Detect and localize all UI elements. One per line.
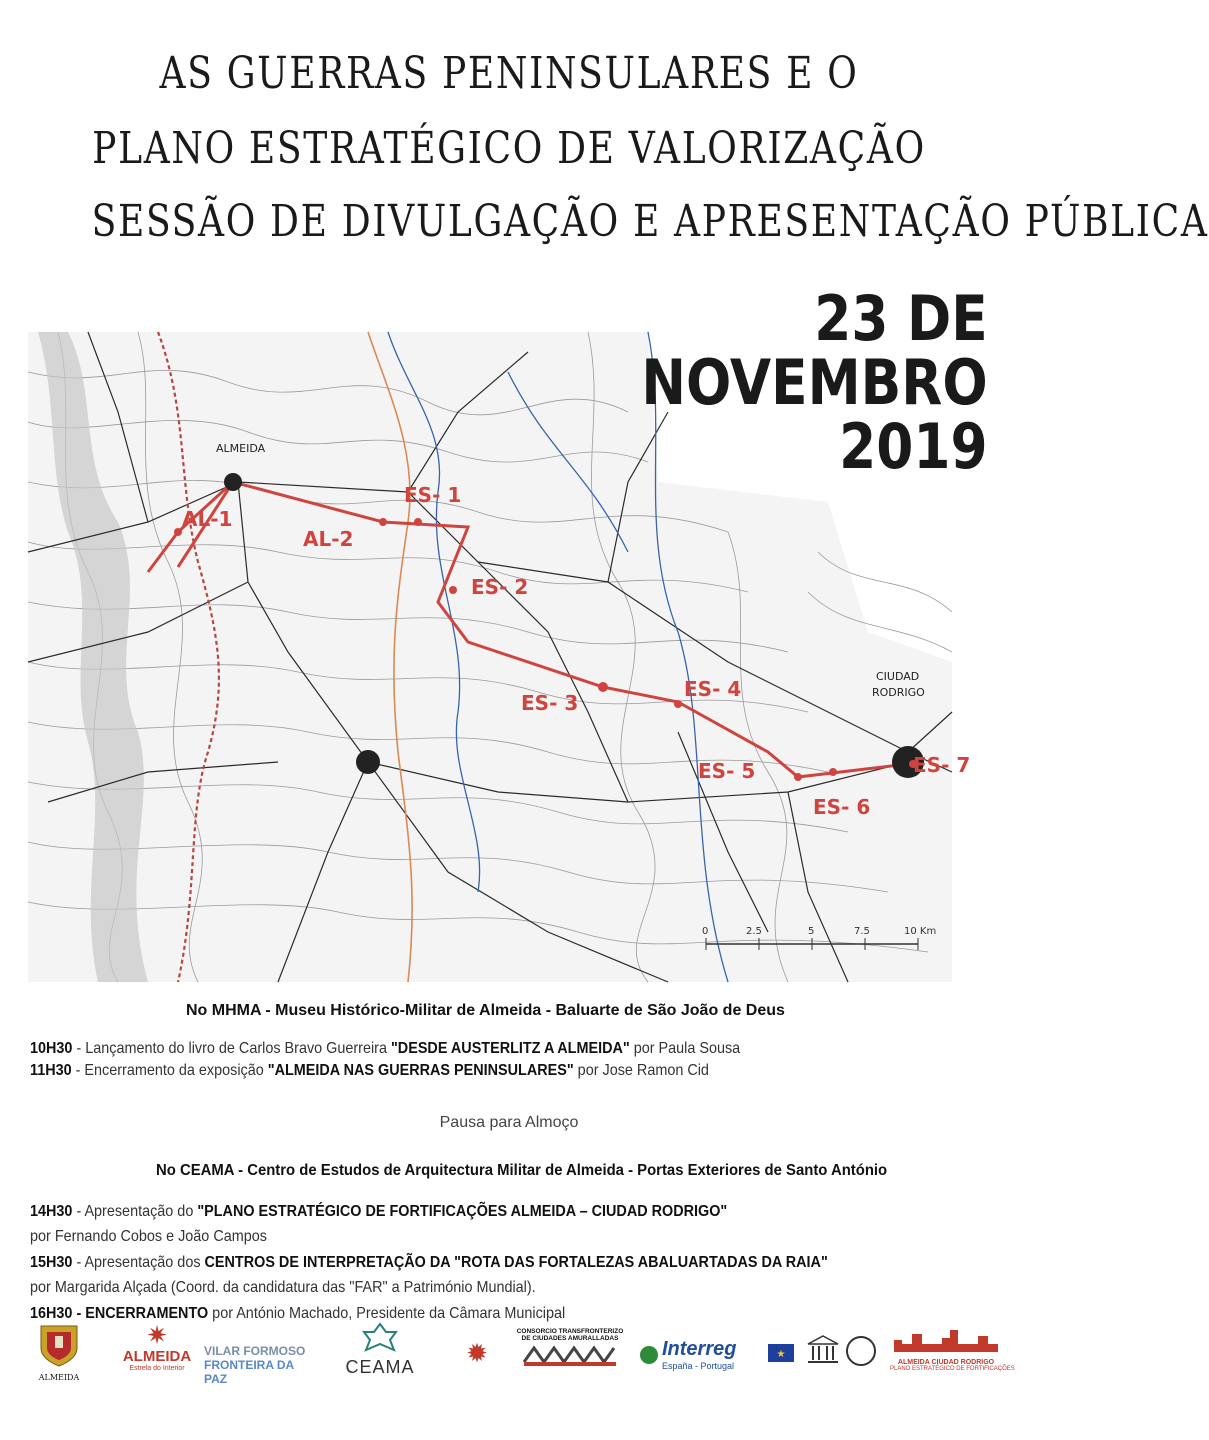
stop-label-al1: AL-1 [182, 507, 233, 531]
almeida-star-name: ALMEIDA [122, 1348, 192, 1365]
tail-1030: por Paula Sousa [629, 1040, 741, 1057]
program-item-1530-tail [30, 1279, 592, 1297]
vilar-formoso-town [356, 750, 380, 774]
event-date-day: 23 DE [814, 282, 988, 355]
place-label-almeida: ALMEIDA [216, 442, 266, 455]
highlight-1530: CENTROS DE INTERPRETAÇÃO DA "ROTA DAS FORTALEZAS ABALUARTADAS DA RAIA" [204, 1254, 828, 1271]
ceama-name: CEAMA [345, 1357, 415, 1377]
crest-icon [37, 1320, 81, 1368]
time-1130: 11H30 [30, 1062, 72, 1079]
vilar-line2: FRONTEIRA DA PAZ [204, 1358, 294, 1386]
time-1430: 14H30 [30, 1203, 73, 1220]
almeida-crest-logo [32, 1320, 86, 1382]
stop-label-es3: ES- 3 [521, 691, 579, 715]
session2-venue: No CEAMA - Centro de Estudos de Arquitectura Militar de Almeida - Portas Exteriores de Santo António [156, 1162, 888, 1179]
world-heritage-icon [846, 1336, 876, 1366]
tail-1530: por Margarida Alçada (Coord. da candidatura das "FAR" a Património Mundial). [30, 1279, 536, 1296]
event-date-year: 2019 [839, 410, 988, 483]
text-1430: - Apresentação do [72, 1203, 198, 1220]
vilar-formoso-logo [204, 1344, 316, 1386]
highlight-1430: "PLANO ESTRATÉGICO DE FORTIFICAÇÕES ALMEIDA – CIUDAD RODRIGO" [197, 1203, 728, 1220]
sun-icon: ✹ [466, 1338, 488, 1368]
stop-label-es5: ES- 5 [698, 759, 756, 783]
lunch-break: Pausa para Almoço [439, 1114, 579, 1131]
scale-tick-10: 10 Km [904, 926, 937, 937]
stop-label-es6: ES- 6 [813, 795, 871, 819]
program-item-1530 [30, 1254, 916, 1272]
interreg-name: Interreg [662, 1338, 737, 1360]
scale-tick-5: 5 [808, 926, 815, 937]
crest-caption: ALMEIDA [38, 1373, 80, 1382]
highlight-1630: - ENCERRAMENTO [72, 1305, 209, 1322]
time-1530: 15H30 [30, 1254, 73, 1271]
fortifications-line1: ALMEIDA CIUDAD RODRIGO [897, 1359, 995, 1366]
almeida-star-logo [112, 1322, 202, 1372]
stop-label-es4: ES- 4 [684, 677, 742, 701]
consorcio-line1: CONSORCIO TRANSFRONTERIZO [516, 1328, 624, 1335]
event-date-month: NOVEMBRO [641, 346, 988, 419]
program-item-1430 [30, 1203, 805, 1221]
text-1030: - Lançamento do livro de Carlos Bravo Guerreira [72, 1040, 391, 1057]
scale-tick-0: 0 [702, 926, 709, 937]
fortress-star-icon [360, 1322, 400, 1352]
tail-1130: por Jose Ramon Cid [573, 1062, 709, 1079]
tail-1630: por António Machado, Presidente da Câmara Municipal [208, 1305, 566, 1322]
scale-tick-7-5: 7.5 [854, 926, 870, 937]
sponsor-logos [0, 1318, 1018, 1428]
text-1530: - Apresentação dos [72, 1254, 205, 1271]
vilar-line1: VILAR FORMOSO [204, 1344, 306, 1358]
highlight-1130: "ALMEIDA NAS GUERRAS PENINSULARES" [267, 1062, 574, 1079]
eu-flag-icon: ★ [768, 1344, 794, 1362]
fortifications-plan-logo [890, 1326, 1015, 1372]
program-item-1130 [30, 1062, 784, 1080]
consorcio-line2: DE CIUDADES AMURALLADAS [521, 1335, 619, 1342]
unesco-temple-icon [806, 1334, 840, 1369]
interreg-logo [662, 1338, 764, 1371]
interreg-sub: España - Portugal [662, 1361, 735, 1371]
arte-logo [462, 1338, 492, 1369]
scale-tick-2-5: 2.5 [746, 926, 762, 937]
program-item-1030 [30, 1040, 819, 1058]
time-1030: 10H30 [30, 1040, 73, 1057]
highlight-1030: "DESDE AUSTERLITZ A ALMEIDA" [390, 1040, 630, 1057]
fortifications-line2: PLANO ESTRATÉGICO DE FORTIFICAÇÕES [890, 1366, 1015, 1372]
castle-walls-icon [892, 1326, 1000, 1354]
almeida-star-tag: Estrela do Interior [129, 1365, 185, 1372]
place-label-ciudad: CIUDAD [876, 670, 920, 683]
text-1130: - Encerramento da exposição [71, 1062, 268, 1079]
route-map [28, 332, 971, 982]
almeida-town [224, 473, 242, 491]
stop-label-al2: AL-2 [303, 527, 354, 551]
tail-1430: por Fernando Cobos e João Campos [30, 1228, 267, 1245]
title-line-3: SESSÃO DE DIVULGAÇÃO E APRESENTAÇÃO PÚBLICA [91, 196, 1209, 247]
star-icon: ✷ [146, 1320, 168, 1350]
title-line-2: PLANO ESTRATÉGICO DE VALORIZAÇÃO [92, 123, 926, 174]
place-label-rodrigo: RODRIGO [872, 686, 925, 699]
time-1630: 16H30 [30, 1305, 73, 1322]
stop-label-es1: ES- 1 [404, 483, 462, 507]
stop-label-es7: ES- 7 [913, 753, 971, 777]
session1-venue: No MHMA - Museu Histórico-Militar de Almeida - Baluarte de São João de Deus [186, 1002, 785, 1019]
walls-icon [520, 1342, 620, 1368]
consorcio-logo [512, 1328, 628, 1373]
stop-label-es2: ES- 2 [471, 575, 529, 599]
portugal-flag-icon [640, 1346, 658, 1364]
program-item-1430-tail [30, 1228, 293, 1246]
title-line-1: AS GUERRAS PENINSULARES E O [159, 48, 859, 99]
ceama-logo [332, 1322, 428, 1378]
